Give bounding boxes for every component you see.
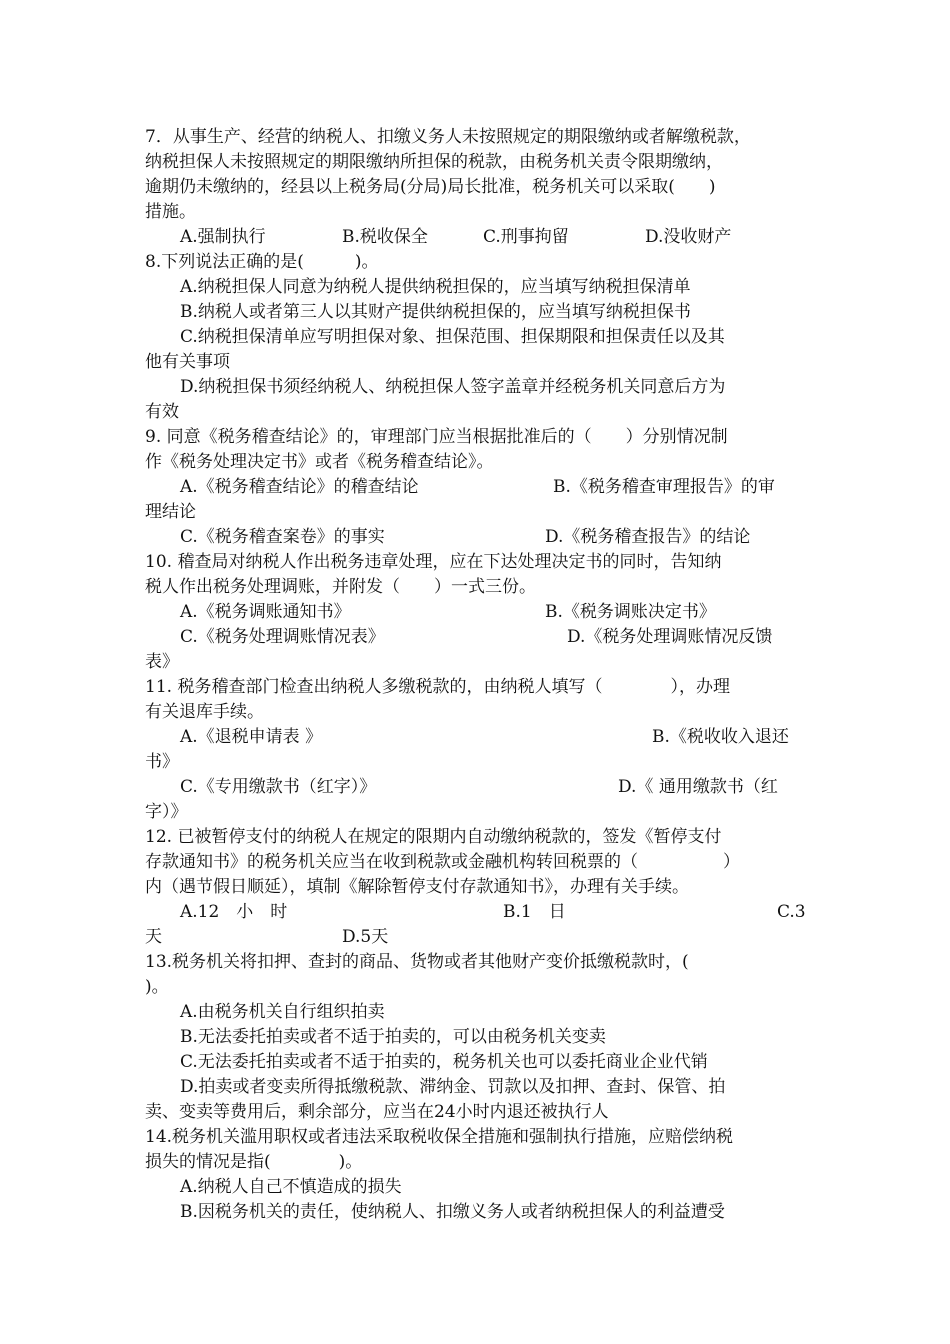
q8-stem: 8.下列说法正确的是( )。: [145, 252, 379, 272]
q11-stem-line-1: 11. 税务稽查部门检查出纳税人多缴税款的，由纳税人填写（ ），办理: [145, 677, 730, 697]
q11-option-d-line-1: D.《 通用缴款书（红: [618, 777, 778, 797]
q12-option-a: A.12 小 时: [180, 902, 288, 922]
q7-stem-line-3: 逾期仍未缴纳的，经县以上税务局(分局)局长批准，税务机关可以采取( ): [145, 177, 716, 197]
q13-option-b: B.无法委托拍卖或者不适于拍卖的，可以由税务机关变卖: [180, 1027, 606, 1047]
q11-option-d-line-2: 字）》: [145, 802, 188, 822]
q11-option-c: C.《专用缴款书（红字）》: [180, 777, 377, 797]
q10-option-c: C.《税务处理调账情况表》: [180, 627, 385, 647]
q12-stem-line-1: 12. 已被暂停支付的纳税人在规定的限期内自动缴纳税款的，签发《暂停支付: [145, 827, 722, 847]
q10-option-d-line-1: D.《税务处理调账情况反馈: [567, 627, 773, 647]
q9-stem-line-1: 9. 同意《税务稽查结论》的，审理部门应当根据批准后的（ ）分别情况制: [145, 427, 728, 447]
q13-option-d-line-2: 卖、变卖等费用后，剩余部分，应当在24小时内退还被执行人: [145, 1102, 609, 1122]
q11-option-b-line-1: B.《税收收入退还: [652, 727, 789, 747]
q7-stem-line-1: 7．从事生产、经营的纳税人、扣缴义务人未按照规定的期限缴纳或者解缴税款，: [145, 127, 751, 147]
q7-option-c: C.刑事拘留: [483, 227, 569, 247]
q9-stem-line-2: 作《税务处理决定书》或者《税务稽查结论》。: [145, 452, 494, 472]
q8-option-d-line-2: 有效: [145, 402, 179, 422]
q13-option-a: A.由税务机关自行组织拍卖: [180, 1002, 385, 1022]
q8-option-a: A.纳税担保人同意为纳税人提供纳税担保的，应当填写纳税担保清单: [180, 277, 691, 297]
q10-option-d-line-2: 表》: [145, 652, 179, 672]
q7-stem-line-4: 措施。: [145, 202, 196, 222]
q7-stem-line-2: 纳税担保人未按照规定的期限缴纳所担保的税款，由税务机关责令限期缴纳，: [145, 152, 723, 172]
q13-stem-line-2: )。: [145, 977, 169, 997]
q9-option-a: A.《税务稽查结论》的稽查结论: [180, 477, 419, 497]
q12-stem-line-2: 存款通知书》的税务机关应当在收到税款或金融机构转回税票的（ ）: [145, 852, 740, 872]
q11-stem-line-2: 有关退库手续。: [145, 702, 264, 722]
q12-option-c-line-2: 天: [145, 927, 162, 947]
q10-stem-line-2: 税人作出税务处理调账，并附发（ ）一式三份。: [145, 577, 536, 597]
q7-option-d: D.没收财产: [645, 227, 732, 247]
q14-option-b: B.因税务机关的责任，使纳税人、扣缴义务人或者纳税担保人的利益遭受: [180, 1202, 725, 1222]
q14-stem-line-1: 14.税务机关滥用职权或者违法采取税收保全措施和强制执行措施，应赔偿纳税: [145, 1127, 734, 1147]
q9-option-b-line-2: 理结论: [145, 502, 196, 522]
q10-stem-line-1: 10. 稽查局对纳税人作出税务违章处理，应在下达处理决定书的同时，告知纳: [145, 552, 722, 572]
q7-option-a: A.强制执行: [180, 227, 266, 247]
q13-stem-line-1: 13.税务机关将扣押、查封的商品、货物或者其他财产变价抵缴税款时，(: [145, 952, 689, 972]
q10-option-b: B.《税务调账决定书》: [545, 602, 716, 622]
q10-option-a: A.《税务调账通知书》: [180, 602, 351, 622]
q8-option-d-line-1: D.纳税担保书须经纳税人、纳税担保人签字盖章并经税务机关同意后方为: [180, 377, 726, 397]
q8-option-c-line-2: 他有关事项: [145, 352, 230, 372]
q9-option-d: D.《税务稽查报告》的结论: [545, 527, 751, 547]
q7-option-b: B.税收保全: [342, 227, 428, 247]
q11-option-a: A.《退税申请表 》: [180, 727, 323, 747]
q12-option-d: D.5天: [342, 927, 389, 947]
q9-option-b-line-1: B.《税务稽查审理报告》的审: [553, 477, 775, 497]
q12-option-b: B.1 日: [503, 902, 566, 922]
q13-option-c: C.无法委托拍卖或者不适于拍卖的，税务机关也可以委托商业企业代销: [180, 1052, 708, 1072]
q14-stem-line-2: 损失的情况是指( )。: [145, 1152, 363, 1172]
q12-stem-line-3: 内（遇节假日顺延），填制《解除暂停支付存款通知书》，办理有关手续。: [145, 877, 689, 897]
q14-option-a: A.纳税人自己不慎造成的损失: [180, 1177, 402, 1197]
q8-option-c-line-1: C.纳税担保清单应写明担保对象、担保范围、担保期限和担保责任以及其: [180, 327, 725, 347]
q9-option-c: C.《税务稽查案卷》的事实: [180, 527, 385, 547]
q11-option-b-line-2: 书》: [145, 752, 179, 772]
q12-option-c-line-1: C.3: [777, 902, 806, 922]
q13-option-d-line-1: D.拍卖或者变卖所得抵缴税款、滞纳金、罚款以及扣押、查封、保管、拍: [180, 1077, 726, 1097]
q8-option-b: B.纳税人或者第三人以其财产提供纳税担保的，应当填写纳税担保书: [180, 302, 691, 322]
